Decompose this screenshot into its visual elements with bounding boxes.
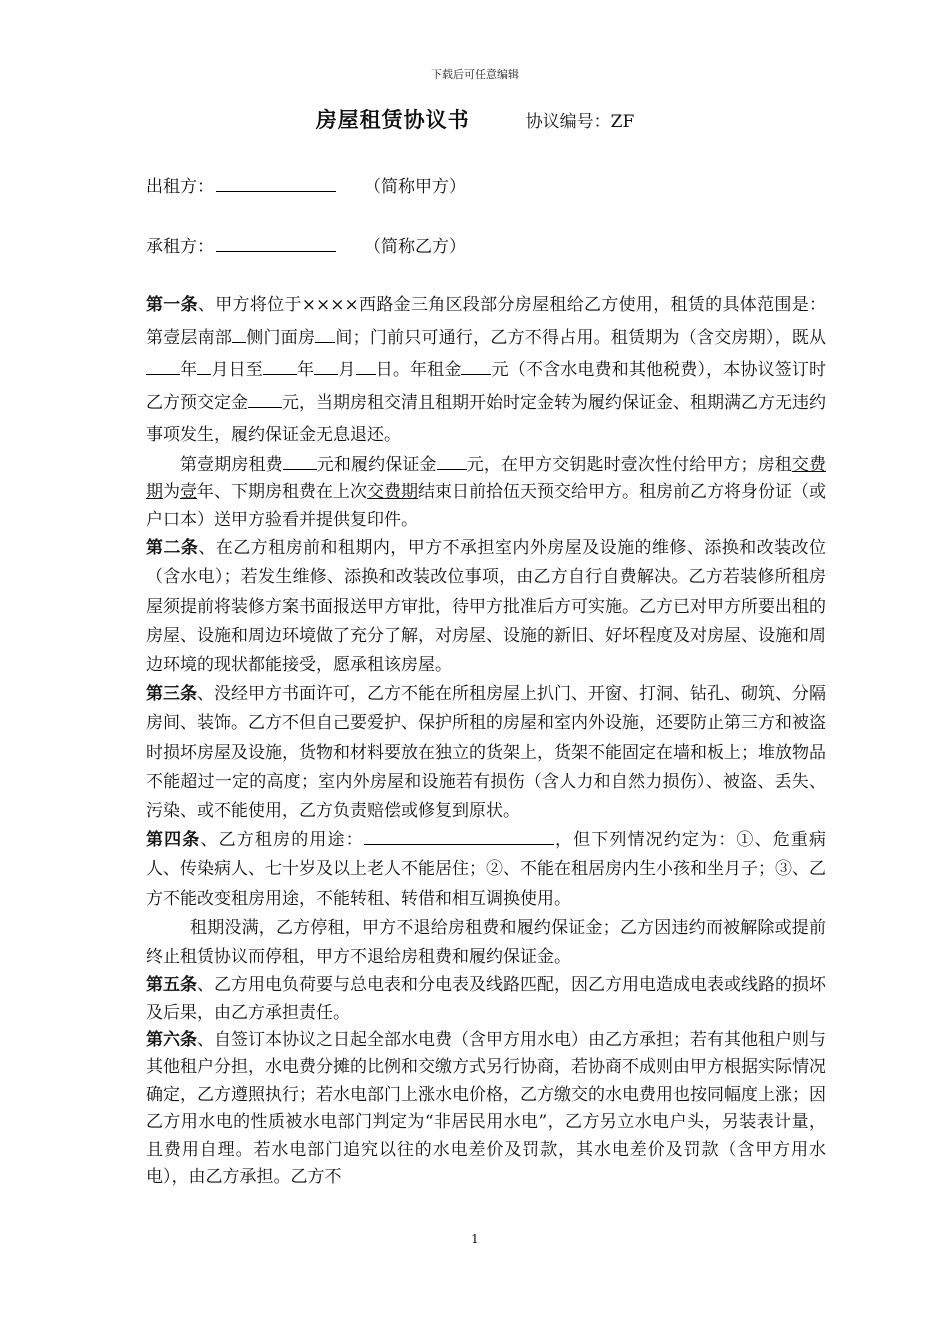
article-6 [146,1027,826,1191]
payment-text: 第壹期房租费 [180,454,283,475]
lessee-blank [216,235,336,252]
blank [437,454,467,470]
lessor-abbr: （简称甲方） [364,177,466,197]
blank [263,359,297,375]
article-6-title: 第六条 [146,1030,197,1051]
payment-text: 元和履约保证金 [316,454,437,475]
payment-text: 元，在甲方交钥匙时壹次性付给甲方；房租 [466,454,792,475]
article-5-text: 、乙方用电负荷要与总电表和分电表及线路匹配，因乙方用电造成电表或线路的损坏及后果，由乙方承担责任。 [146,975,826,1023]
lessor-line [146,172,466,197]
article-3-title: 第三条 [146,684,197,705]
article-2-text: 、在乙方租房前和租期内，甲方不承担室内外房屋及设施的维修、添换和改装改位（含水电）；若发生维修、添换和改装改位事项，由乙方自行自费解决。乙方若装修所租房屋须提前将装修方案书面报送甲方审批，待甲方批准后方可实施。乙方已对甲方所要出租的房屋、设施和周边环境做了充分了解，对房屋、设施的新旧、好坏程度及对房屋、设施和周边环境的现状都能接受，愿承租该房屋。 [146,538,826,675]
article-1-text: 月 [338,360,356,381]
article-2-title: 第二条 [146,538,199,559]
payment-period-term: 交费期 [146,454,827,503]
lessor-label: 出租方： [146,177,214,197]
article-1-text: 日。年租金 [375,360,462,381]
article-1-text: 年 [180,360,198,381]
agreement-body [146,289,826,1191]
document-title: 房屋租赁协议书 [315,107,470,132]
blank [315,327,335,343]
article-1-text: 间；门前只可通行，乙方不得占用。租赁期为（含交房期），既从 [335,327,827,348]
lessee-abbr: （简称乙方） [364,237,466,257]
blank [248,392,282,408]
article-3 [146,680,826,826]
article-3-text: 、没经甲方书面许可，乙方不能在所租房屋上扒门、开窗、打洞、钻孔、砌筑、分隔房间、装饰。乙方不但自己要爱护、保护所租的房屋和室内外设施，还要防止第三方和被盗时损坏房屋及设施，货物和材料要放在独立的货架上，货架不能固定在墙和板上；堆放物品不能超过一定的高度；室内外房屋和设施若有损伤（含人力和自然力损伤）、被盗、丢失、污染、或不能使用，乙方负责赔偿或修复到原状。 [146,684,826,822]
payment-text: 为 [163,482,180,503]
payment-period-term: 交费期 [367,482,418,503]
lessor-blank [216,175,336,192]
article-1-text: 侧门面房 [246,327,316,348]
title-row [0,104,950,134]
article-4-title: 第四条 [146,830,201,851]
article-1 [146,289,826,452]
payment-text: 结束日前拾伍天预交给甲方。租房前乙方将身份证（或户口本）送甲方验看并提供复印件。 [146,482,826,530]
blank [232,327,246,343]
article-1-text: 元，当期房租交清且租期开始时定金转为履约保证金、租期满乙方无违约事项发生，履约保证金无息退还。 [146,392,826,446]
article-1-text: 元（不含水电费和其他税费），本协议签订时乙方预交定金 [146,360,827,413]
blank [356,359,376,375]
article-5-title: 第五条 [146,975,197,996]
lessee-line [146,232,466,257]
blank [461,359,491,375]
article-5 [146,972,826,1027]
article-1-text: 、甲方将位于××××西路金三角区段部分房屋租给乙方使用，租赁的具体范围是：第壹层南部 [146,295,826,348]
lessee-label: 承租方： [146,237,214,257]
article-1-text: 年 [296,360,315,381]
agreement-code: 协议编号：ZF [525,112,635,132]
article-1-text: 月日至 [211,360,263,381]
payment-term-value: 壹 [180,482,197,503]
payment-text: 年、下期房租费在上次 [197,482,367,503]
article-2 [146,534,826,680]
blank [197,359,211,375]
paragraph-rent-payment [146,452,826,534]
article-1-title: 第一条 [146,295,198,315]
article-6-text: 、自签订本协议之日起全部水电费（含甲方用水电）由乙方承担；若有其他租户则与其他租户分担，水电费分摊的比例和交缴方式另行协商，若协商不成则由甲方根据实际情况确定，乙方遵照执行；若水电部门上涨水电价格，乙方缴交的水电费用也按同幅度上涨；因乙方用水电的性质被水电部门判定为“非居民用水电”，乙方另立水电户头，另装表计量，且费用自理。若水电部门追究以往的水电差价及罚款，其水电差价及罚款（含甲方用水电），由乙方承担。乙方不 [146,1030,826,1188]
article-4 [146,826,826,914]
blank [283,454,317,470]
paragraph-termination: 租期没满，乙方停租，甲方不退给房租费和履约保证金；乙方因违约而被解除或提前终止租赁协议而停租，甲方不退给房租费和履约保证金。 [146,917,826,968]
article-4-text: ，但下列情况约定为：①、危重病人、传染病人、七十岁及以上老人不能居住；②、不能在租居房内生小孩和坐月子；③、乙方不能改变租房用途，不能转租、转借和相互调换使用。 [146,830,827,909]
blank [314,359,338,375]
article-4-text: 、乙方租房的用途： [200,830,364,851]
header-note: 下载后可任意编辑 [431,68,519,81]
blank [146,359,180,375]
page-number: 1 [471,1232,479,1246]
usage-blank [364,829,554,845]
